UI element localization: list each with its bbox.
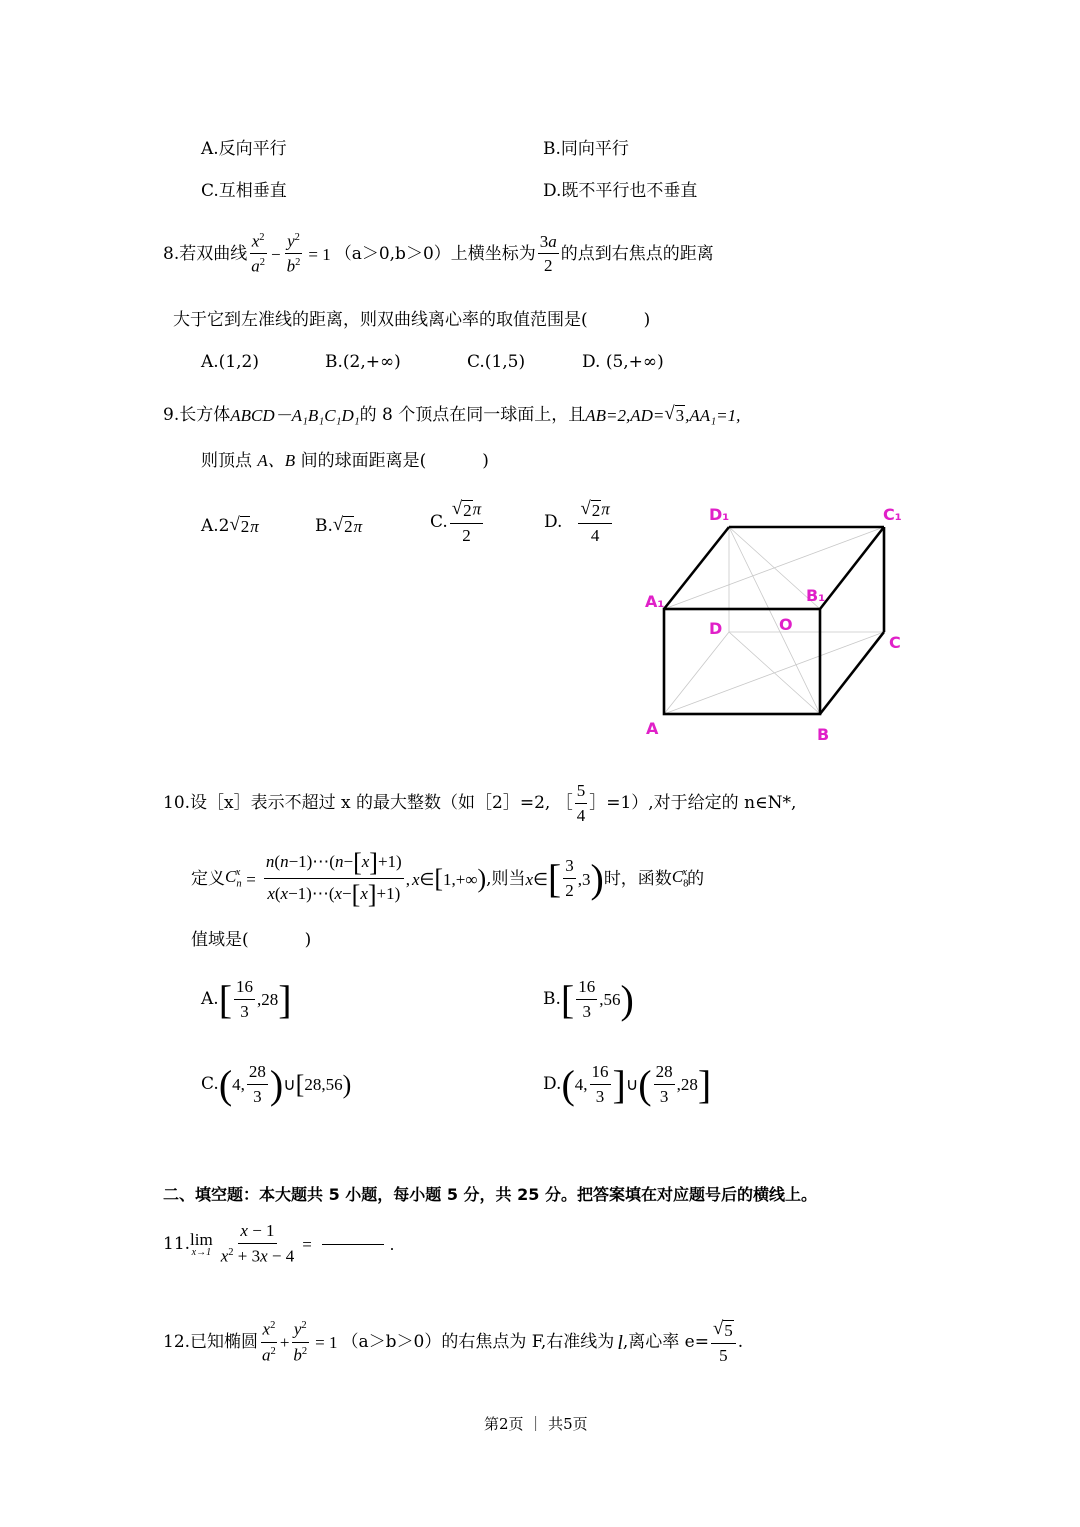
q10-definition-frac: $\frac{n(n-1)\cdots(n-[x]+1)}{x(x-1)\cdots(x-[x]+1)}$: [265, 848, 402, 909]
sqrt2-b: √ 2: [332, 514, 353, 536]
q8-hyperbola-x-term: $\frac{x^2}{a^2}$: [251, 231, 265, 276]
label-o: O: [779, 615, 793, 634]
q9-line1-a: 9.长方体: [163, 404, 231, 425]
q9-option-a-label: A.2: [201, 515, 230, 536]
q10-line1-a: 10.设［x］表示不超过 x 的最大整数（如［2］=2, ［: [163, 793, 573, 814]
section-2-heading: 二、填空题：本大题共 5 小题，每小题 5 分，共 25 分。把答案填在对应题号后的横线上。: [163, 1185, 817, 1204]
q9-option-c: [430, 500, 485, 545]
q9-option-d: [544, 500, 614, 545]
q9-option-c-label: C.: [430, 512, 448, 533]
label-b: B: [817, 725, 830, 744]
q10-line2-d: 的: [687, 868, 705, 889]
q8-paren-close: ): [643, 310, 651, 330]
label-c: C: [889, 633, 901, 652]
q11-line: 11. lim x→1 $\frac{x - 1}{x^2 + 3x - 4}$ = .: [163, 1221, 395, 1266]
q10-line3-text: 值域是(: [191, 930, 249, 950]
q8-option-b: B.(2,+∞): [325, 352, 401, 372]
q9-line1-b: ABCD: [230, 405, 275, 425]
q8-line2: [173, 312, 650, 329]
q9-line1-f: ,AA₁=1,: [685, 405, 741, 425]
q10-paren-close: ): [304, 930, 312, 950]
q10-line2-a: 定义: [191, 868, 225, 889]
label-d: D: [709, 619, 723, 638]
cuboid-figure: [640, 495, 920, 750]
q8-option-c: C.(1,5): [467, 352, 526, 372]
q9-line1-d: 的 8 个顶点在同一球面上，且: [359, 404, 586, 425]
label-b1: B₁: [806, 586, 826, 605]
q8-line1: 8.若双曲线 $\frac{x^2}{a^2}$ − $\frac{y^2}{b^2}$ = 1 （a＞0,b＞0）上横坐标为 $\frac{3a}{2}$ 的点到右焦点的距离: [163, 231, 714, 276]
q9-line1-c: －A₁B₁C₁D₁: [274, 405, 360, 425]
q10-option-d-label: D.: [543, 1074, 562, 1095]
q10-five-quarters: $\frac{5}{4}$: [576, 781, 586, 825]
q10-option-d: D. ( 4, $\frac{16}{3}$ ] ∪ ( $\frac{28}{3}$ ,28 ]: [543, 1061, 712, 1107]
q8-option-a: A.(1,2): [201, 352, 259, 372]
q8-option-d: D. (5,+∞): [582, 352, 664, 372]
sqrt2-a: √ 2: [229, 514, 250, 536]
q10-option-b: B. [ $\frac{16}{3}$ ,56 ): [543, 976, 634, 1022]
q9-option-d-label: D.: [544, 512, 563, 533]
q11-label: 11.: [163, 1233, 191, 1254]
q8-prefix: 8.若双曲线: [163, 243, 248, 264]
q10-option-c-label: C.: [201, 1074, 219, 1095]
q12-end: .: [737, 1332, 744, 1353]
q12-eccentricity: √ 5 5: [711, 1320, 736, 1365]
label-c1: C₁: [883, 505, 902, 524]
label-a1: A₁: [645, 592, 665, 611]
q8-condition: （a＞0,b＞0）上横坐标为: [334, 243, 536, 264]
q10-line2-c: 时，函数: [603, 868, 672, 889]
q10-line2: 定义 $C_n^x$ = $\frac{n(n-1)\cdots(n-[x]+1)}{x(x-1)\cdots(x-[x]+1)}$ , x ∈ [ 1,+∞ ) ,则当 x ∈ [ $\frac{3}{2}$ ,3 ) 时，函数 $C_8^x$ 的: [191, 848, 705, 909]
q7-option-b: B.同向平行: [543, 139, 629, 159]
q8-abscissa: $\frac{3a}{2}$: [539, 231, 557, 276]
q8-line2-text: 大于它到左准线的距离，则双曲线离心率的取值范围是(: [173, 310, 588, 330]
q7-option-d: D.既不平行也不垂直: [543, 181, 698, 201]
q10-option-a: A. [ $\frac{16}{3}$ ,28 ]: [201, 976, 292, 1022]
label-d1: D₁: [709, 505, 730, 524]
q11-limit: lim x→1: [190, 1229, 213, 1258]
q9-paren-close: ): [482, 451, 489, 471]
q10-option-a-label: A.: [201, 989, 219, 1010]
q12-mid: （a＞b＞0）的右焦点为 F,右准线为: [341, 1332, 615, 1353]
q9-line2-b: A、B: [257, 451, 296, 470]
q10-option-b-label: B.: [543, 989, 561, 1010]
q10-line3: [191, 932, 311, 949]
q11-tail: .: [389, 1234, 395, 1254]
q10-line2-b: ,则当: [486, 868, 526, 889]
q10-line1: [163, 782, 796, 825]
q9-option-b-label: B.: [315, 515, 333, 536]
q7-option-a: A.反向平行: [201, 139, 287, 159]
q9-option-a: A.2 √ 2 π: [201, 514, 259, 536]
q12-tail: ,离心率 e=: [622, 1332, 709, 1353]
q9-option-d-frac: √ 2 π 4: [580, 498, 610, 545]
q8-mid-text: 的点到右焦点的距离: [560, 243, 714, 264]
q10-option-c: C. ( 4, $\frac{28}{3}$ ) ∪ [ 28,56 ): [201, 1061, 352, 1107]
q12-ellipse-y-term: $\frac{y^2}{b^2}$: [293, 1320, 308, 1365]
q8-hyperbola-y-term: $\frac{y^2}{b^2}$: [286, 231, 301, 276]
q9-line2-a: 则顶点: [201, 451, 258, 471]
q9-sqrt3: √ 3: [664, 403, 685, 425]
q12-line: 12.已知椭圆 $\frac{x^2}{a^2}$ + $\frac{y^2}{b^2}$ = 1 （a＞b＞0）的右焦点为 F,右准线为 l ,离心率 e= √ 5 5 .: [163, 1318, 744, 1365]
q12-prefix: 12.已知椭圆: [163, 1332, 259, 1353]
q7-option-c: C.互相垂直: [201, 181, 287, 201]
label-a: A: [646, 719, 659, 738]
q9-line2: [201, 452, 489, 470]
q9-line1-e: AB=2,AD=: [585, 405, 665, 425]
q9-option-c-frac: √ 2 π 2: [451, 498, 482, 545]
q12-ellipse-x-term: $\frac{x^2}{a^2}$: [262, 1320, 276, 1365]
q9-line1: [163, 405, 740, 426]
q9-line2-c: 间的球面距离是(: [295, 451, 427, 471]
q9-option-b: B. √ 2 π: [315, 514, 363, 536]
q11-answer-blank[interactable]: [322, 1244, 384, 1245]
q11-frac: $\frac{x - 1}{x^2 + 3x - 4}$: [220, 1221, 295, 1266]
page-footer: 第2页 ｜ 共5页: [484, 1415, 588, 1433]
q10-line1-b: ］=1）,对于给定的 n∈N*,: [589, 793, 797, 814]
